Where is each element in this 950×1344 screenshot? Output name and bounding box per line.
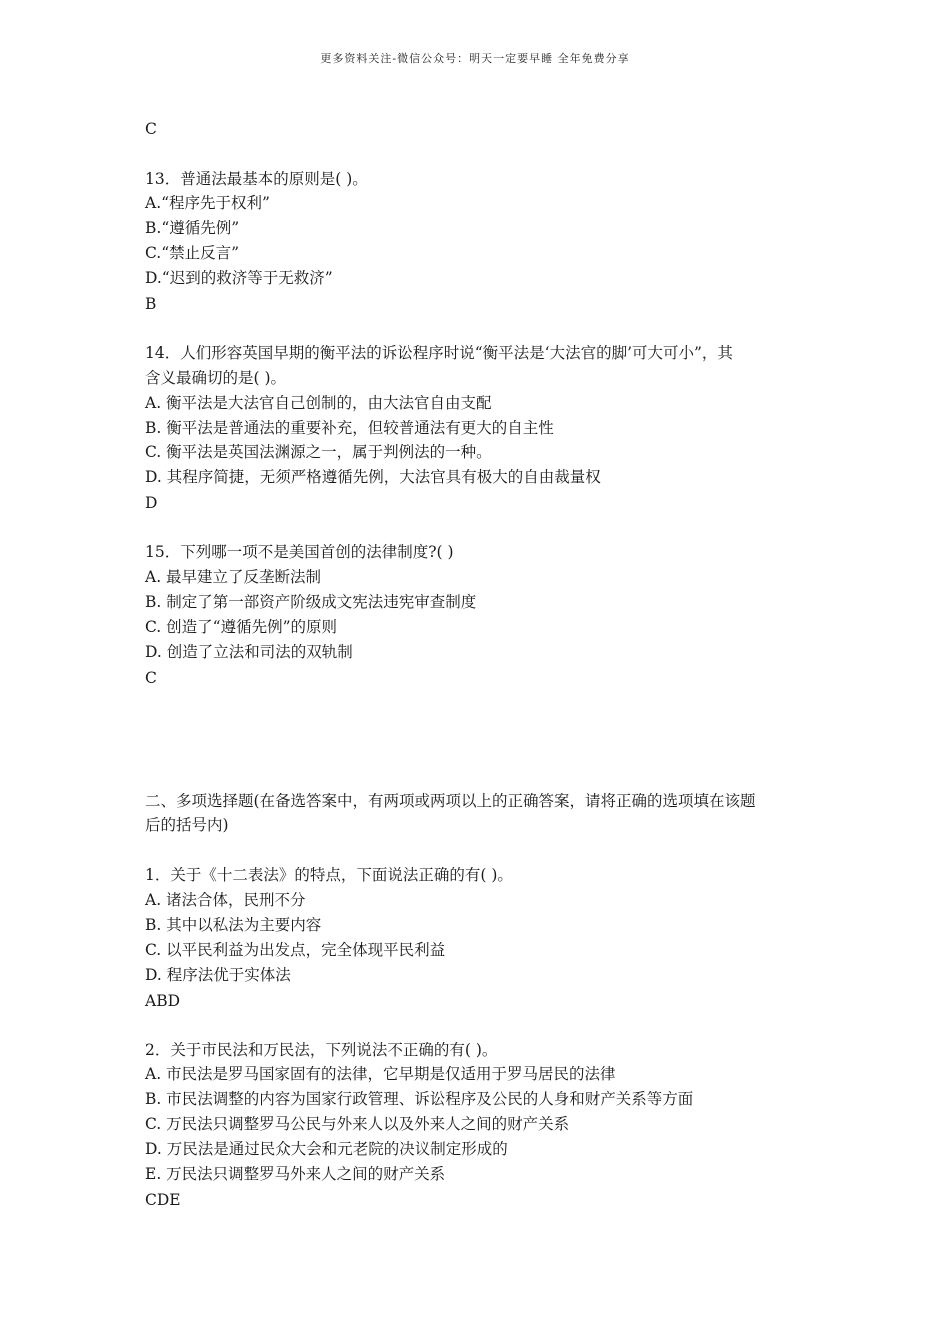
m1-answer: ABD [145, 992, 181, 1010]
section2-title-line1: 二、多项选择题(在备选答案中，有两项或两项以上的正确答案，请将正确的选项填在该题 [145, 792, 756, 810]
m2-option-a: A. 市民法是罗马国家固有的法律，它早期是仅适用于罗马居民的法律 [145, 1065, 616, 1083]
q13-option-d: D.“迟到的救济等于无救济” [145, 269, 333, 287]
q15-option-b: B. 制定了第一部资产阶级成文宪法违宪审查制度 [145, 593, 477, 611]
q15-answer: C [145, 669, 157, 687]
m1-option-d: D. 程序法优于实体法 [145, 966, 291, 984]
q15-option-c: C. 创造了“遵循先例”的原则 [145, 618, 338, 636]
q13-option-c: C.“禁止反言” [145, 244, 240, 262]
page-header: 更多资料关注-微信公众号：明天一定要早睡 全年免费分享 [320, 52, 630, 65]
q14-option-a: A. 衡平法是大法官自己创制的，由大法官自由支配 [145, 394, 492, 412]
m1-stem: 1．关于《十二表法》的特点，下面说法正确的有( )。 [145, 866, 513, 884]
q13-stem: 13．普通法最基本的原则是( )。 [145, 170, 368, 188]
q14-answer: D [145, 494, 158, 512]
q14-option-c: C. 衡平法是英国法渊源之一，属于判例法的一种。 [145, 443, 492, 461]
m2-stem: 2．关于市民法和万民法，下列说法不正确的有( )。 [145, 1041, 498, 1059]
m2-option-d: D. 万民法是通过民众大会和元老院的决议制定形成的 [145, 1140, 508, 1158]
answer-prev: C [145, 120, 157, 138]
q14-option-d: D. 其程序简捷，无须严格遵循先例，大法官具有极大的自由裁量权 [145, 468, 601, 486]
q15-stem: 15．下列哪一项不是美国首创的法律制度?( ) [145, 543, 454, 561]
q14-stem-line2: 含义最确切的是( )。 [145, 369, 287, 387]
q15-option-d: D. 创造了立法和司法的双轨制 [145, 643, 353, 661]
m2-option-e: E. 万民法只调整罗马外来人之间的财产关系 [145, 1165, 446, 1183]
m1-option-b: B. 其中以私法为主要内容 [145, 916, 322, 934]
q15-option-a: A. 最早建立了反垄断法制 [145, 568, 322, 586]
m2-answer: CDE [145, 1191, 181, 1209]
q13-option-b: B.“遵循先例” [145, 219, 240, 237]
m1-option-a: A. 诸法合体，民刑不分 [145, 891, 306, 909]
q13-answer: B [145, 295, 157, 313]
q14-option-b: B. 衡平法是普通法的重要补充，但较普通法有更大的自主性 [145, 419, 554, 437]
m2-option-b: B. 市民法调整的内容为国家行政管理、诉讼程序及公民的人身和财产关系等方面 [145, 1090, 694, 1108]
m1-option-c: C. 以平民利益为出发点，完全体现平民利益 [145, 941, 446, 959]
section2-title-line2: 后的括号内) [145, 816, 229, 834]
m2-option-c: C. 万民法只调整罗马公民与外来人以及外来人之间的财产关系 [145, 1115, 570, 1133]
q14-stem-line1: 14．人们形容英国早期的衡平法的诉讼程序时说“衡平法是‘大法官的脚’可大可小”，其 [145, 344, 733, 362]
q13-option-a: A.“程序先于权利” [145, 194, 270, 212]
